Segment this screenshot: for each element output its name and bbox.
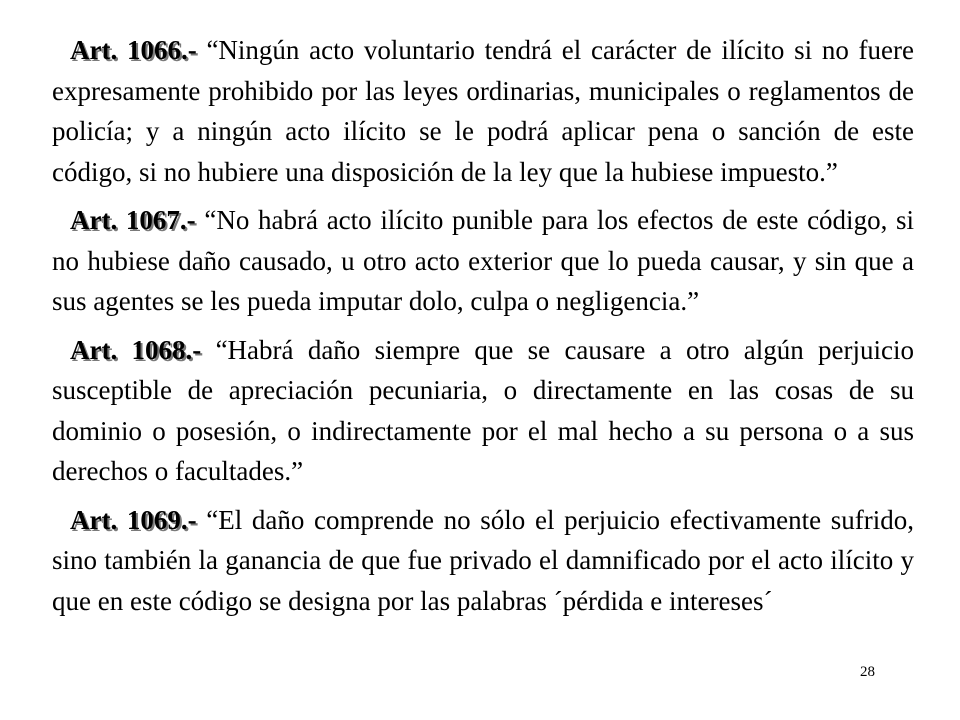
article-text: “Ningún acto voluntario tendrá el carácter de ilícito si no fuere expresamente prohibido por las leyes ordinarias, municipales o reglamentos de policía; y a ningún acto ilícito se le podrá aplicar pena o sanción de este código, si no hubiere una disposición de la ley que la hubiese impuesto.” (52, 35, 914, 187)
article-text: “No habrá acto ilícito punible para los efectos de este código, si no hubiese daño causado, u otro acto exterior que lo pueda causar, y sin que a sus agentes se les pueda imputar dolo, culpa o negligencia.” (52, 205, 915, 316)
article-1069 (52, 500, 914, 622)
article-label: Art. 1068.- (70, 334, 202, 365)
article-1068 (52, 330, 914, 492)
article-1067 (52, 200, 914, 322)
article-text: “Habrá daño siempre que se causare a otro algún perjuicio susceptible de apreciación pecuniaria, o directamente en las cosas de su dominio o posesión, o indirectamente por el mal hecho a su persona o a sus derechos o facultades.” (52, 334, 915, 486)
article-text: “El daño comprende no sólo el perjuicio efectivamente sufrido, sino también la ganancia de que fue privado el damnificado por el acto ilícito y que en este código se designa por las palabras ´pérdida e intereses´ (52, 504, 914, 616)
article-label: Art. 1069.- (70, 504, 197, 535)
page-number: 28 (860, 664, 875, 680)
article-label: Art. 1066.- (70, 35, 197, 65)
article-label: Art. 1067.- (70, 205, 196, 235)
article-1066 (52, 30, 914, 192)
